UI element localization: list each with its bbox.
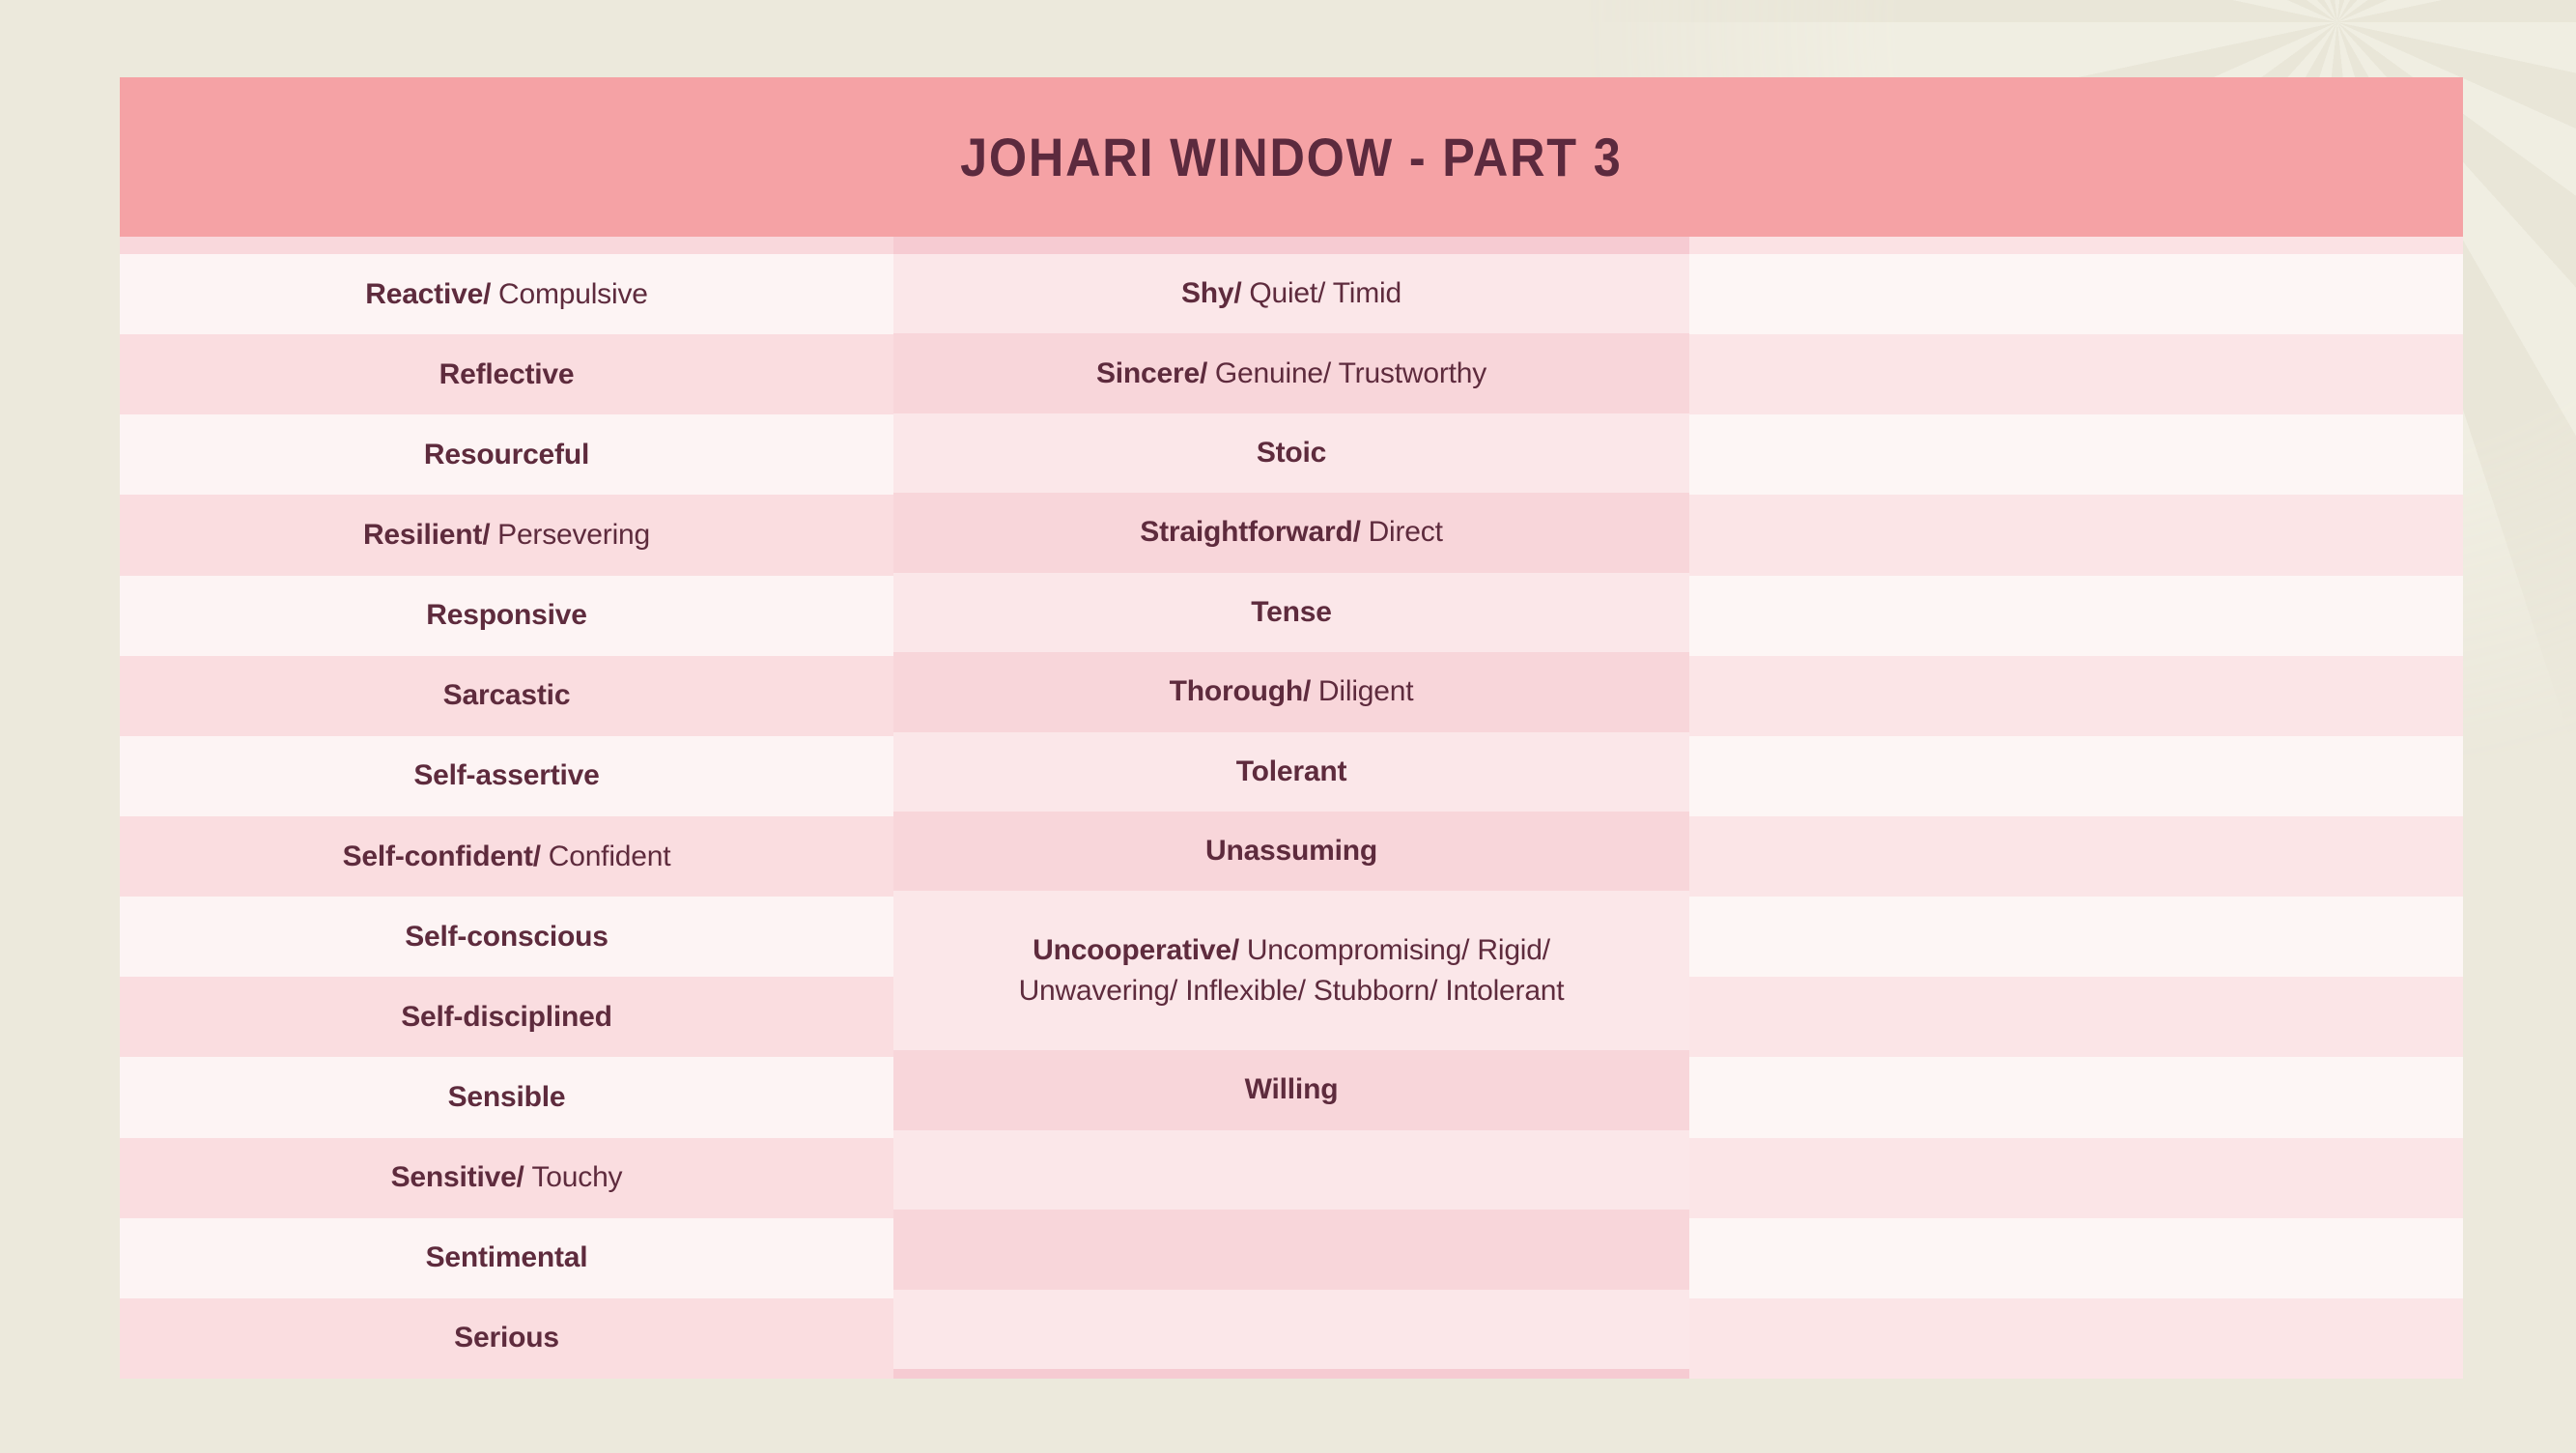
row-term-secondary: Diligent — [1317, 675, 1414, 708]
row-text — [1251, 596, 1331, 629]
table-row — [120, 1138, 893, 1218]
row-term-secondary: Direct — [1368, 516, 1443, 549]
row-term-primary: Straightforward/ — [1140, 516, 1361, 549]
row-term-primary: Shy/ — [1180, 277, 1242, 310]
table-row — [1689, 656, 2463, 736]
word-table — [120, 237, 2463, 1379]
row-term-primary: Uncooperative/ — [1033, 934, 1240, 967]
row-term-secondary: Touchy — [531, 1161, 623, 1194]
table-row — [1689, 816, 2463, 897]
row-term-secondary: Persevering — [497, 518, 651, 551]
row-text — [1257, 437, 1326, 470]
table-row — [893, 1210, 1689, 1289]
row-text — [363, 519, 650, 552]
table-row — [1689, 414, 2463, 495]
row-text — [1205, 835, 1377, 868]
table-row — [120, 254, 893, 334]
table-row — [120, 334, 893, 414]
row-text — [426, 1241, 588, 1274]
row-term-primary: Reactive/ — [365, 277, 492, 310]
table-row — [120, 977, 893, 1057]
row-text — [1170, 675, 1414, 708]
row-text — [391, 1161, 623, 1194]
row-term-primary: Stoic — [1256, 437, 1327, 470]
table-row — [893, 254, 1689, 333]
column-bottom-sliver — [893, 1369, 1689, 1379]
row-term-primary: Self-confident/ — [342, 840, 541, 872]
column-top-sliver — [1689, 237, 2463, 254]
table-row — [893, 891, 1689, 1050]
row-term-primary: Tolerant — [1235, 755, 1347, 787]
table-row — [893, 652, 1689, 731]
row-term-primary: Thorough/ — [1169, 675, 1312, 708]
table-row — [893, 1290, 1689, 1369]
row-term-primary: Sensitive/ — [390, 1161, 524, 1194]
row-term-secondary: Quiet/ Timid — [1249, 277, 1401, 310]
table-row — [120, 576, 893, 656]
row-term-primary: Sensible — [447, 1080, 566, 1113]
table-row — [1689, 1218, 2463, 1298]
table-row — [1689, 897, 2463, 977]
row-term-primary: Self-disciplined — [401, 1000, 612, 1033]
row-text — [405, 921, 609, 954]
table-row — [1689, 1138, 2463, 1218]
row-text — [1140, 516, 1442, 549]
table-row — [120, 495, 893, 575]
row-term-primary: Responsive — [426, 599, 587, 632]
row-term-primary: Sentimental — [425, 1241, 588, 1274]
row-text — [1181, 277, 1401, 310]
table-row — [120, 816, 893, 897]
table-row — [893, 732, 1689, 812]
row-text — [424, 439, 589, 471]
column-top-sliver — [893, 237, 1689, 254]
table-row — [120, 1057, 893, 1137]
table-row — [893, 1050, 1689, 1129]
table-row — [1689, 576, 2463, 656]
table-row — [893, 413, 1689, 493]
row-text — [454, 1322, 559, 1354]
row-text — [426, 599, 586, 632]
table-row — [1689, 495, 2463, 575]
table-row — [1689, 334, 2463, 414]
row-term-primary: Resilient/ — [362, 518, 491, 551]
table-row — [893, 493, 1689, 572]
table-row — [120, 897, 893, 977]
poster-header — [120, 77, 2463, 237]
row-term-primary: Self-assertive — [413, 759, 600, 792]
table-row — [120, 736, 893, 816]
table-row — [1689, 1298, 2463, 1379]
row-term-primary: Reflective — [439, 357, 575, 390]
word-column-3 — [1689, 237, 2463, 1379]
row-text — [443, 679, 571, 712]
row-term-primary: Unassuming — [1204, 835, 1378, 868]
row-term-primary: Tense — [1251, 595, 1332, 628]
table-row — [1689, 977, 2463, 1057]
table-row — [893, 1130, 1689, 1210]
row-text — [343, 840, 671, 873]
row-text — [1245, 1073, 1339, 1106]
table-row — [120, 414, 893, 495]
row-term-primary: Self-conscious — [405, 920, 609, 953]
table-row — [120, 656, 893, 736]
table-row — [893, 333, 1689, 413]
word-column-2 — [893, 237, 1689, 1379]
table-row — [120, 1218, 893, 1298]
row-text — [953, 930, 1629, 1011]
row-term-primary: Resourceful — [423, 438, 590, 470]
word-column-1 — [120, 237, 893, 1379]
table-row — [1689, 254, 2463, 334]
row-term-primary: Sincere/ — [1095, 356, 1208, 389]
table-row — [1689, 1057, 2463, 1137]
row-text — [439, 358, 575, 391]
row-text — [401, 1001, 612, 1034]
row-term-secondary: Genuine/ Trustworthy — [1214, 356, 1487, 389]
row-text — [1236, 755, 1347, 788]
row-text — [365, 278, 647, 311]
table-row — [1689, 736, 2463, 816]
row-term-secondary: Uncompromising/ Rigid/ Unwavering/ Inflexible/ Stubborn/ Intolerant — [1018, 934, 1565, 1007]
table-row — [893, 573, 1689, 652]
row-text — [1096, 357, 1486, 390]
poster-title: JOHARI WINDOW - PART 3 — [960, 127, 1623, 187]
row-term-secondary: Confident — [548, 840, 671, 872]
table-row — [120, 1298, 893, 1379]
row-term-secondary: Compulsive — [498, 277, 648, 310]
row-term-primary: Willing — [1244, 1073, 1339, 1106]
table-row — [893, 812, 1689, 891]
row-term-primary: Serious — [454, 1322, 559, 1354]
johari-poster — [120, 77, 2463, 1379]
row-text — [448, 1081, 566, 1114]
column-top-sliver — [120, 237, 893, 254]
row-text — [413, 759, 599, 792]
row-term-primary: Sarcastic — [442, 679, 571, 712]
